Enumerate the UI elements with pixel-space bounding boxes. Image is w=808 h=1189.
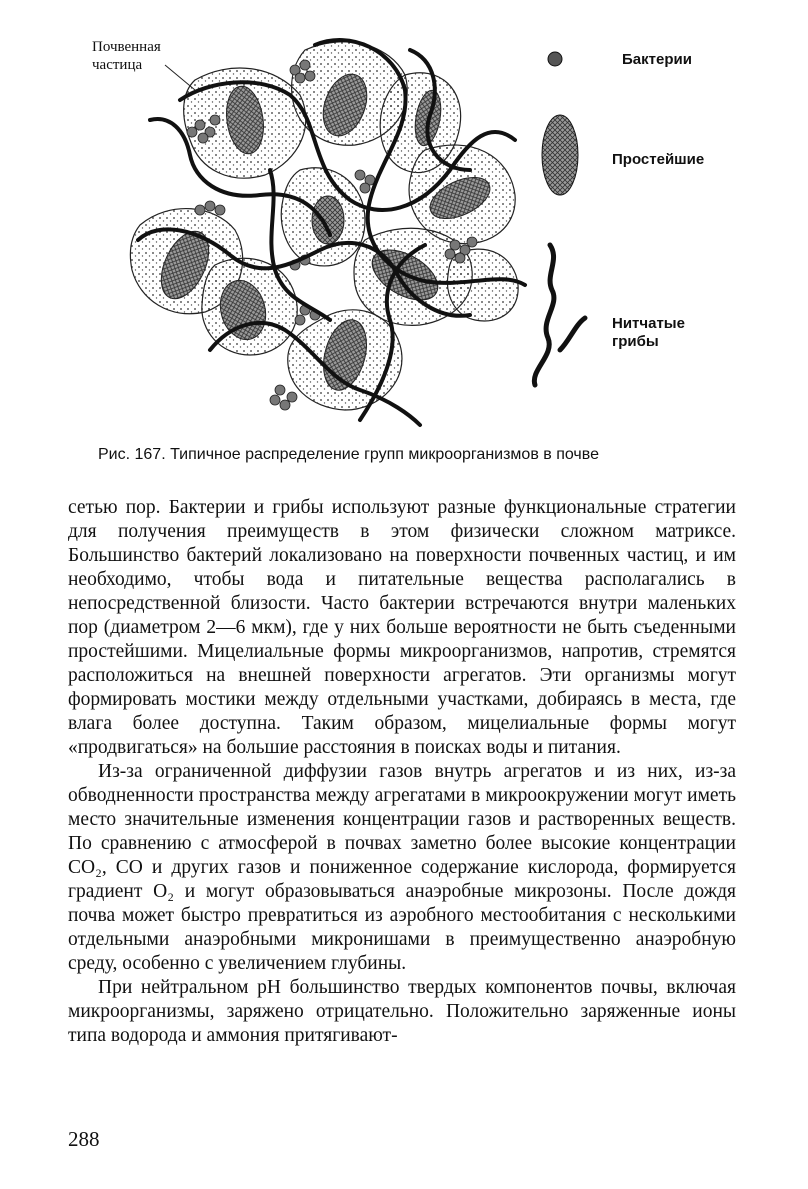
soil-aggregate-illustration: [60, 20, 760, 440]
fungal-hypha-icon: [534, 245, 585, 385]
label-pointer-line: [165, 65, 195, 90]
soil-microorganisms-figure: [60, 20, 760, 440]
fungi-legend-label: Нитчатые грибы: [612, 315, 685, 350]
bacteria-legend-label: Бактерии: [622, 51, 692, 68]
soil-particle-label: Почвенная частица: [92, 39, 161, 73]
figure-caption: Рис. 167. Типичное распределение групп микроорганизмов в почве: [98, 446, 599, 463]
body-text: [68, 496, 736, 1048]
page-number: 288: [68, 1127, 100, 1151]
paragraph: Из-за ограниченной диффузии газов внутрь агрегатов и из них, из-за обводненности пространства между агрегатами в микроокружении могут иметь место значительные изменения концентрации газов и растворенных веществ. По сравнению с атмосферой в почвах заметно более высокие концентрации CO₂, CO и других газов и пониженное содержание кислорода, формируется градиент O₂ и могут образовываться анаэробные микрозоны. После дождя почва может быстро превратиться из аэробного местообитания с несколькими отдельными анаэробными микронишами в преимущественно анаэробную среду, особенно с увеличением глубины.: [68, 761, 736, 974]
bacteria-dot-icon: [548, 52, 562, 66]
protozoa-oval-icon: [542, 115, 578, 195]
paragraph: При нейтральном pH большинство твердых компонентов почвы, включая микроорганизмы, заряжено отрицательно. Положительно заряженные ионы типа водорода и аммония притягивают-: [68, 977, 736, 1046]
protozoa-legend-label: Простейшие: [612, 151, 705, 168]
paragraph: сетью пор. Бактерии и грибы используют разные функциональные стратегии для получения преимуществ в этом физически сложном матриксе. Большинство бактерий локализовано на поверхности почвенных частиц, и им необходимо, чтобы вода и питательные вещества располагались в непосредственной близости. Часто бактерии встречаются внутри маленьких пор (диаметром 2—6 мкм), где у них больше вероятности не быть съеденными простейшими. Мицелиальные формы микроорганизмов, напротив, стремятся расположиться на внешней поверхности агрегатов. Эти организмы могут формировать мостики между отдельными участками, добираясь в места, где влага более доступна. Таким образом, мицелиальные формы могут «продвигаться» на большие расстояния в поисках воды и питания.: [68, 497, 736, 758]
